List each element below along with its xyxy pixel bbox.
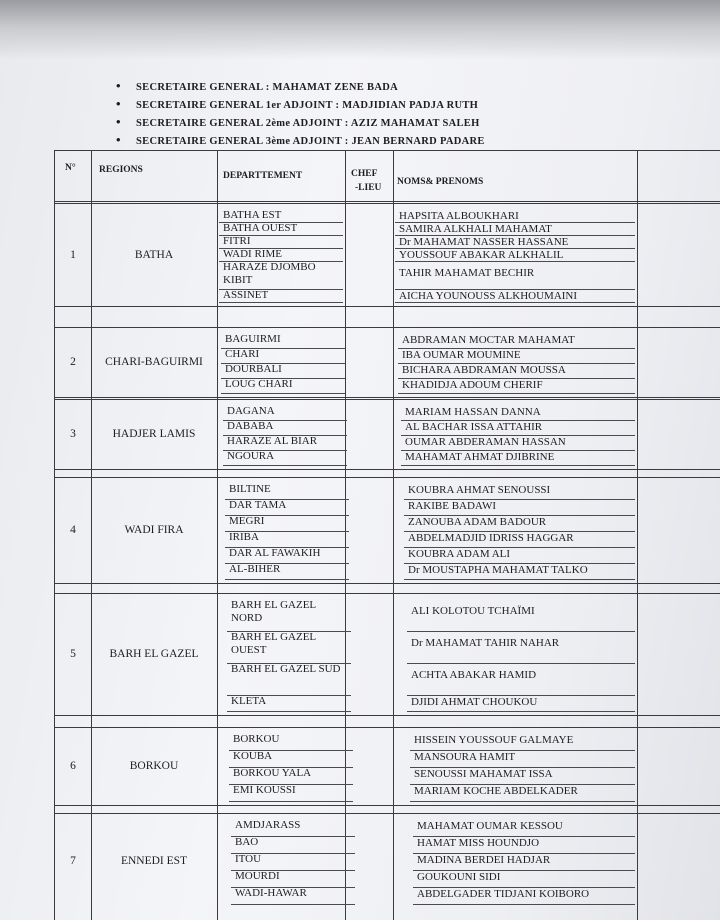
person-name: SENOUSSI MAHAMAT ISSA <box>414 768 553 780</box>
name-row-line <box>398 393 635 394</box>
header-noms: NOMS& PRENOMS <box>397 177 484 187</box>
department-name: BILTINE <box>229 483 271 495</box>
department-name: BORKOU <box>233 733 280 745</box>
person-name: RAKIBE BADAWI <box>408 500 497 512</box>
table-row-line <box>55 593 720 594</box>
department-name: AL-BIHER <box>229 563 281 575</box>
table-row-line <box>55 399 720 400</box>
dept-row-line <box>219 302 343 303</box>
department-name: KLETA <box>231 695 267 707</box>
department-name: DABABA <box>227 420 274 432</box>
department-name: DAR AL FAWAKIH <box>229 547 321 559</box>
person-name: ZANOUBA ADAM BADOUR <box>408 516 547 528</box>
name-row-line <box>407 711 635 712</box>
department-name: BARH EL GAZEL OUEST <box>231 631 316 656</box>
header-lieu: -LIEU <box>355 183 382 193</box>
table-row-line <box>55 727 720 728</box>
name-row-line <box>395 302 635 303</box>
name-row-line <box>404 579 635 580</box>
department-name: ASSINET <box>223 289 269 301</box>
table-row-line <box>55 327 720 328</box>
person-name: AL BACHAR ISSA ATTAHIR <box>405 421 543 433</box>
department-name: HARAZE DJOMBO KIBIT <box>223 261 316 286</box>
department-name: ITOU <box>235 853 262 865</box>
region-name: BARH EL GAZEL <box>109 648 199 660</box>
officer-line: • SECRETAIRE GENERAL 3ème ADJOINT : JEAN BERNARD PADARE <box>116 132 485 150</box>
table-row-line <box>55 203 720 204</box>
region-number: 1 <box>70 248 76 261</box>
name-row-line <box>410 801 635 802</box>
dept-row-line <box>229 801 353 802</box>
region-name: CHARI-BAGUIRMI <box>105 356 203 368</box>
department-name: IRIBA <box>229 531 259 543</box>
officer-line: • SECRETAIRE GENERAL 2ème ADJOINT : AZIZ MAHAMAT SALEH <box>116 114 485 132</box>
person-name: HAMAT MISS HOUNDJO <box>417 837 540 849</box>
department-name: BAGUIRMI <box>225 333 281 345</box>
dept-row-line <box>227 711 351 712</box>
department-name: NGOURA <box>227 450 275 462</box>
table-row-line <box>55 397 720 398</box>
name-row-line <box>413 904 635 905</box>
person-name: KOUBRA ADAM ALI <box>408 548 511 560</box>
region-number: 3 <box>70 428 76 440</box>
person-name: HISSEIN YOUSSOUF GALMAYE <box>414 734 574 746</box>
department-name: EMI KOUSSI <box>233 784 296 796</box>
person-name: MAHAMAT AHMAT DJIBRINE <box>405 451 555 463</box>
name-row-line <box>407 663 635 664</box>
person-name: HAPSITA ALBOUKHARI <box>399 210 519 222</box>
region-name: HADJER LAMIS <box>112 428 196 440</box>
person-name: Dr MAHAMAT TAHIR NAHAR <box>411 637 560 649</box>
department-name: FITRI <box>223 235 251 247</box>
person-name: TAHIR MAHAMAT BECHIR <box>399 267 535 279</box>
table-row-line <box>55 813 720 814</box>
table-row-line <box>55 583 720 584</box>
person-name: MAHAMAT OUMAR KESSOU <box>417 820 563 832</box>
region-number: 6 <box>70 760 76 772</box>
header-departement: DEPARTTEMENT <box>223 171 303 181</box>
person-name: MARIAM KOCHE ABDELKADER <box>414 785 578 797</box>
person-name: Dr MAHAMAT NASSER HASSANE <box>399 236 569 248</box>
department-name: DOURBALI <box>225 363 282 375</box>
person-name: OUMAR ABDERAMAN HASSAN <box>405 436 566 448</box>
region-name: BATHA <box>134 248 174 261</box>
person-name: ACHTA ABAKAR HAMID <box>411 669 537 681</box>
person-name: ALI KOLOTOU TCHAÏMI <box>411 605 535 617</box>
person-name: MANSOURA HAMIT <box>414 751 516 763</box>
region-number: 5 <box>70 648 76 660</box>
department-name: DAGANA <box>227 405 275 417</box>
department-name: BORKOU YALA <box>233 767 312 779</box>
person-name: IBA OUMAR MOUMINE <box>402 349 521 361</box>
person-name: KOUBRA AHMAT SENOUSSI <box>408 484 551 496</box>
department-name: MOURDI <box>235 870 280 882</box>
officer-line: • SECRETAIRE GENERAL : MAHAMAT ZENE BADA <box>116 78 485 96</box>
person-name: ABDELMADJID IDRISS HAGGAR <box>408 532 574 544</box>
table-row-line <box>55 306 720 307</box>
person-name: AICHA YOUNOUSS ALKHOUMAINI <box>399 290 578 302</box>
regions-table <box>54 150 720 920</box>
department-name: BAO <box>235 836 259 848</box>
table-row-line <box>55 477 720 478</box>
person-name: ABDELGADER TIDJANI KOIBORO <box>417 888 590 900</box>
person-name: DJIDI AHMAT CHOUKOU <box>411 696 538 708</box>
person-name: SAMIRA ALKHALI MAHAMAT <box>399 223 552 235</box>
person-name: MARIAM HASSAN DANNA <box>405 406 541 418</box>
person-name: BICHARA ABDRAMAN MOUSSA <box>402 364 566 376</box>
name-row-line <box>401 465 635 466</box>
header-no: N° <box>65 163 76 173</box>
department-name: WADI-HAWAR <box>235 887 307 899</box>
department-name: DAR TAMA <box>229 499 287 511</box>
person-name: YOUSSOUF ABAKAR ALKHALIL <box>399 249 564 261</box>
header-regions: REGIONS <box>99 165 143 175</box>
dept-row-line <box>225 579 349 580</box>
region-name: ENNEDI EST <box>120 854 188 867</box>
person-name: KHADIDJA ADOUM CHERIF <box>402 379 543 391</box>
name-row-line <box>407 631 635 632</box>
department-name: BARH EL GAZEL SUD <box>231 663 341 675</box>
person-name: Dr MOUSTAPHA MAHAMAT TALKO <box>408 564 588 576</box>
table-row-line <box>55 715 720 716</box>
department-name: HARAZE AL BIAR <box>227 435 318 447</box>
officer-line: • SECRETAIRE GENERAL 1er ADJOINT : MADJIDIAN PADJA RUTH <box>116 96 485 114</box>
table-row-line <box>55 201 720 202</box>
name-row-line <box>395 261 635 262</box>
dept-row-line <box>221 393 345 394</box>
region-number: 2 <box>70 356 76 368</box>
person-name: GOUKOUNI SIDI <box>417 871 501 883</box>
department-name: AMDJARASS <box>235 819 301 831</box>
dept-row-line <box>231 904 355 905</box>
department-name: MEGRI <box>229 515 265 527</box>
region-number: 7 <box>70 854 76 867</box>
dept-row-line <box>223 465 347 466</box>
officers-list <box>116 78 485 150</box>
page-shadow <box>0 0 720 60</box>
department-name: BARH EL GAZEL NORD <box>231 599 316 624</box>
region-number: 4 <box>70 524 76 536</box>
region-name: WADI FIRA <box>124 524 184 536</box>
header-chef: CHEF <box>351 169 378 179</box>
department-name: LOUG CHARI <box>225 378 293 390</box>
department-name: WADI RIME <box>223 248 282 260</box>
department-name: KOUBA <box>233 750 273 762</box>
table-row-line <box>55 469 720 470</box>
department-name: BATHA OUEST <box>223 222 298 234</box>
department-name: BATHA EST <box>223 209 282 221</box>
department-name: CHARI <box>225 348 260 360</box>
person-name: ABDRAMAN MOCTAR MAHAMAT <box>402 334 575 346</box>
table-row-line <box>55 805 720 806</box>
person-name: MADINA BERDEI HADJAR <box>417 854 551 866</box>
region-name: BORKOU <box>129 760 179 772</box>
